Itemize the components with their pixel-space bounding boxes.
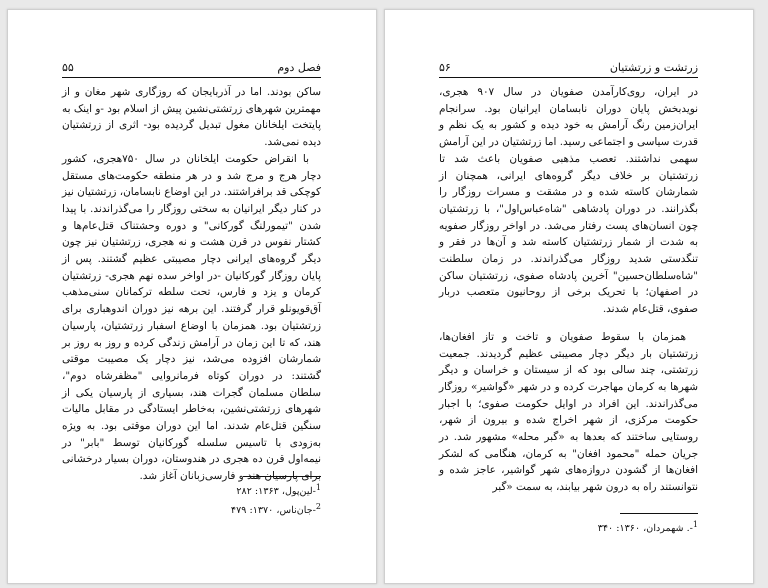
right-page-footnotes: $^1$-. شهمردان، ۱۳۶۰: ۳۴۰ — [597, 520, 698, 535]
footnote: -. شهمردان، ۱۳۶۰: ۳۴۰ — [597, 523, 693, 535]
paragraph: همزمان با سقوط صفویان و تاخت و تاز افغان‌ها، زرتشتیان بار دیگر دچار مصیبتی عظیم گردیدند. جمعیت زرتشتی، چند سالی بود که از سیستان و خراسان و دیگر شهرها به کرمان مهاجرت کرده و در شهر «گواشیر» روزگار می‌گذراندند. این افراد در اوایل حکومت صفوی؛ با اجبار حکومت مرکزی، از شهر اخراج شده و بیرون از شهر، روستایی ساختند که بعدها به «گبر محله» مشهور شد. در جریان حمله "محمود افغان" به کرمان، هنگامی که لشکر افغان‌ها از گشودن دروازه‌های شهر گواشیر، عاجز شده و نتوانستند راه به درون شهر بیابند، به سمت «گبر — [439, 330, 698, 494]
left-page-chapter-title: فصل دوم — [277, 61, 321, 74]
footnote: -لین‌پول، ۱۳۶۳: ۲۸۲ — [236, 486, 316, 498]
footnote: -جان‌ناس، ۱۳۷۰: ۴۷۹ — [230, 505, 316, 517]
left-page-footnotes: $^1$-لین‌پول، ۱۳۶۳: ۲۸۲ $^2$-جان‌ناس، ۱۳۷۰: ۴۷۹ — [230, 483, 321, 517]
left-page-body — [62, 84, 321, 485]
paragraph: در ایران، روی‌کارآمدن صفویان در سال ۹۰۷ هجری، نویدبخش پایان دوران نابسامان ایرانیان بود. سرانجام ایران‌زمین رنگ آرامش به خود دیده و کشور به یک نظم و قدرت سیاسی و اجتماعی رسید. اما زرتشتیان در این آرامش سهمی نداشتند. تعصب مذهبی صفویان باعث شد تا زرتشتیان بر خلاف دیگر گروه‌های ایرانی، همچنان از شمارشان کاسته شده و در مشقت و مسرات روزگار را بگذرانند. در دوران پادشاهی "شاه‌عباس‌اول"، با زرتشتیان چون انسان‌های پست رفتار می‌شد. در اواخر روزگار صفویه به شدت از شمار زرتشتیان کاسته شد و آن‌ها در فقر و تنگدستی شدید روزگار می‌گذراندند. در زمان سلطنت "شاه‌سلطان‌حسین" آخرین پادشاه صفوی، زرتشتیان ساکن در اصفهان؛ با تحریک برخی از روحانیون متعصب دربار صفوی، قتل‌عام شدند. — [439, 86, 698, 316]
left-page-number: ۵۵ — [62, 61, 74, 74]
left-page — [7, 9, 377, 584]
right-page-header — [439, 61, 698, 78]
right-page — [384, 9, 754, 584]
right-page-body — [439, 84, 698, 496]
left-page-header — [62, 61, 321, 78]
right-page-number: ۵۶ — [439, 61, 451, 74]
footnote-rule — [620, 513, 698, 514]
paragraph: با انقراض حکومت ایلخانان در سال ۷۵۰هجری، کشور دچار هرج و مرج شد و در هر منطقه حکومت‌های مستقل کوچکی قد برافراشتند. در این اوضاع نابسامان، زرتشتیان نیز در کنار دیگر ایرانیان به سختی روزگار را می‌گذراندند. با پیدا شدن "تیمورلنگ گورکانی" و دوره وحشتناک قتل‌عام‌ها و کشتار نفوس در قرن هشت و نه هجری، زرتشتیان نیز چون دیگر گروه‌های ایرانی دچار مصیبتی عظیم گشتند. پس از پایان روزگار گورکانیان -در اواخر سده نهم هجری- زرتشتیان کرمان و یزد و فارس، تحت سلطه ترکمانان سنی‌مذهب آق‌قویونلو قرار گرفتند. این برهه نیز دوران اندوهباری برای زرتشتیان بود. همزمان با اوضاع اسفبار زرتشتیان، پارسیان هند، که تا این زمان در آرامش زندگی کرده و روز به روز بر شمارشان افزوده می‌شد، نیز دچار یک مصیبت موقتی گشتند: در دوران کوتاه فرمانروایی "مظفرشاه دوم"، سلطان مسلمان گجرات هند، بسیاری از پارسیان یکی از شهرهای زرتشتی‌نشین، به‌خاطر ایستادگی در مقابل مالیات سنگین قتل‌عام شدند. اما این دوران موقتی بود. به ویژه به‌زودی با تاسیس سلسله گورکانیان توسط "بابر" در نیمه‌اول قرن ده هجری در هندوستان، دوران بسیار درخشانی برای پارسیان هند و فارسی‌زبانان آغاز شد. — [62, 152, 321, 483]
footnote-rule — [243, 476, 321, 477]
paragraph: ساکن بودند. اما در آذربایجان که روزگاری شهر مغان و از مهمترین شهرهای زرتشتی‌نشین پیش از اسلام بود -و اینک به پایتخت ایلخانان مغول تبدیل گردیده بود- اثری از زرتشتیان دیده نمی‌شد. — [62, 86, 321, 149]
right-page-book-title: زرتشت و زرتشتیان — [609, 61, 698, 74]
